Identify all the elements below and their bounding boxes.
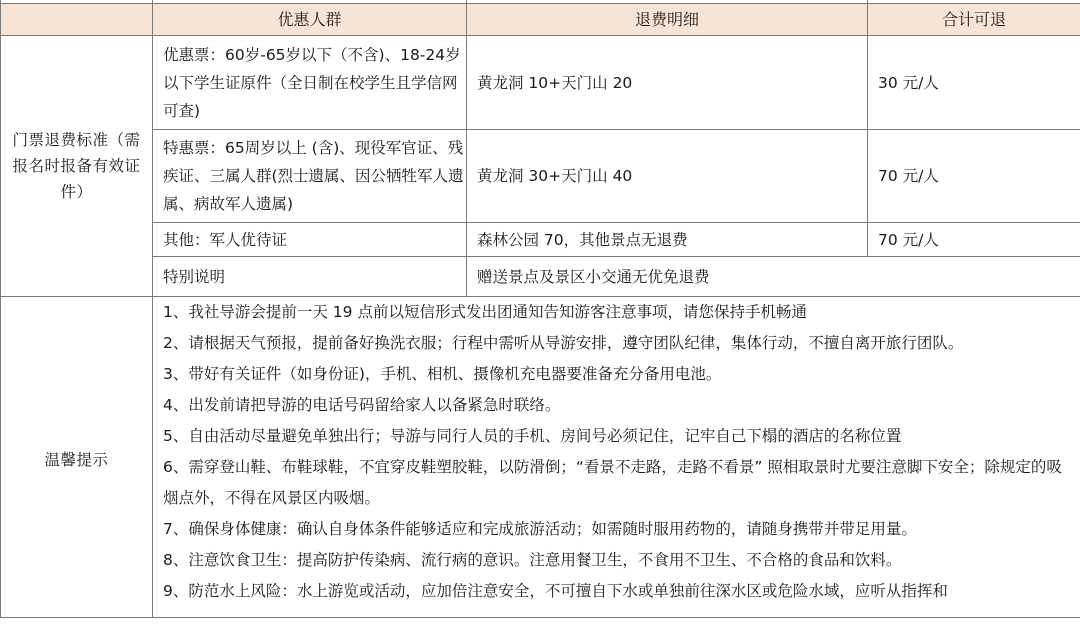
header-row: [1, 4, 1080, 36]
header-total: 合计可退: [868, 4, 1080, 36]
ticket-row-1-total: 30 元/人: [868, 36, 1080, 130]
ticket-row-3-group: 其他：军人优待证: [153, 223, 467, 257]
tip-item-8: 8、注意饮食卫生：提高防护传染病、流行病的意识。注意用餐卫生，不食用不卫生、不合格的食品和饮料。: [163, 551, 902, 569]
ticket-row-1: [1, 36, 1080, 130]
ticket-row-2-group: 特惠票：65周岁以上 (含)、现役军官证、残疾证、三属人群(烈士遗属、因公牺牲军人遗属、病故军人遗属): [153, 130, 467, 223]
ticket-row-2-total: 70 元/人: [868, 130, 1080, 223]
header-group: 优惠人群: [153, 4, 467, 36]
ticket-row-3: [1, 223, 1080, 257]
tip-item-5: 5、自由活动尽量避免单独出行；导游与同行人员的手机、房间号必须记住，记牢自己下榻的酒店的名称位置: [163, 427, 902, 445]
header-empty-cell: [1, 4, 153, 36]
warm-tips-list: [153, 297, 1080, 618]
tips-row: [1, 297, 1080, 618]
special-note-label: 特别说明: [153, 257, 467, 297]
tip-item-1: 1、我社导游会提前一天 19 点前以短信形式发出团通知告知游客注意事项，请您保持手机畅通: [163, 303, 807, 321]
ticket-row-3-total: 70 元/人: [868, 223, 1080, 257]
ticket-refund-label: 门票退费标准（需报名时报备有效证件）: [1, 36, 153, 297]
special-note-text: 赠送景点及景区小交通无优免退费: [467, 257, 1080, 297]
tip-item-7: 7、确保身体健康：确认自身体条件能够适应和完成旅游活动；如需随时服用药物的，请随身携带并带足用量。: [163, 520, 917, 538]
ticket-row-1-group: 优惠票：60岁-65岁以下（不含)、18-24岁以下学生证原件（全日制在校学生且学信网可查): [153, 36, 467, 130]
tip-item-9: 9、防范水上风险：水上游览或活动，应加倍注意安全，不可擅自下水或单独前往深水区或危险水域，应听从指挥和: [163, 582, 948, 600]
tip-item-3: 3、带好有关证件（如身份证)，手机、相机、摄像机充电器要准备充分备用电池。: [163, 365, 722, 383]
ticket-row-3-detail: 森林公园 70，其他景点无退费: [467, 223, 868, 257]
tip-item-6: 6、需穿登山鞋、布鞋球鞋，不宜穿皮鞋塑胶鞋，以防滑倒；“看景不走路，走路不看景” 照相取景时尤要注意脚下安全；除规定的吸烟点外，不得在风景区内吸烟。: [163, 458, 1062, 507]
ticket-row-2: [1, 130, 1080, 223]
ticket-row-1-detail: 黄龙洞 10+天门山 20: [467, 36, 868, 130]
ticket-row-2-detail: 黄龙洞 30+天门山 40: [467, 130, 868, 223]
warm-tips-label: 温馨提示: [1, 297, 153, 618]
tip-item-2: 2、请根据天气预报，提前备好换洗衣服；行程中需听从导游安排，遵守团队纪律，集体行动，不擅自离开旅行团队。: [163, 334, 964, 352]
tip-item-4: 4、出发前请把导游的电话号码留给家人以备紧急时联络。: [163, 396, 561, 414]
header-detail: 退费明细: [467, 4, 868, 36]
special-note-row: [1, 257, 1080, 297]
